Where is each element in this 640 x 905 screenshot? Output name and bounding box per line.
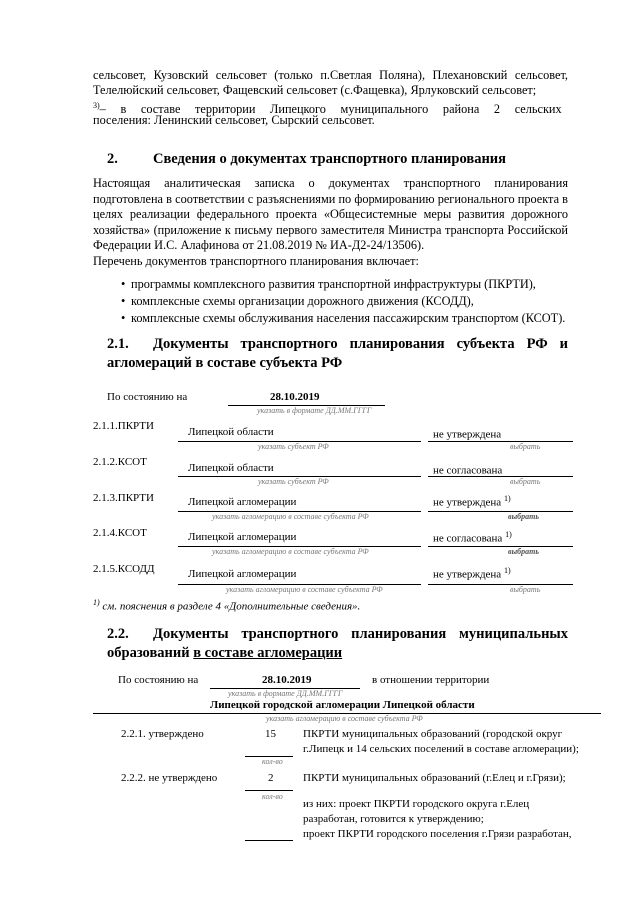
section-2-title: Сведения о документах транспортного планирования bbox=[153, 151, 506, 167]
status-line bbox=[428, 511, 573, 512]
qty-line bbox=[245, 840, 293, 841]
qty-line bbox=[245, 790, 293, 791]
bullet-item: • комплексные схемы обслуживания населения пассажирским транспортом (КСОТ). bbox=[131, 311, 565, 326]
para-line: хозяйства» (приложение к письму первого заместителя Министра транспорта Российской bbox=[93, 222, 568, 237]
row-code: 2.1.2.КСОТ bbox=[93, 456, 147, 468]
qty-hint: кол-во bbox=[262, 792, 283, 801]
agglomeration-hint: указать агломерацию в составе субъекта РФ bbox=[266, 714, 423, 723]
status-mark: 1) bbox=[503, 494, 511, 503]
approved-text-2: г.Липецк и 14 сельских поселений в составе агломерации); bbox=[303, 743, 579, 755]
bullet-item: • комплексные схемы организации дорожного движения (КСОДД), bbox=[131, 294, 474, 309]
approved-count: 15 bbox=[265, 728, 276, 740]
row-subject: Липецкой агломерации bbox=[188, 531, 297, 543]
subject-hint: указать субъект РФ bbox=[258, 442, 329, 451]
section-22-title-line1: Документы транспортного планирования муниципальных bbox=[153, 626, 568, 642]
para-line: целях реализации федерального проекта «Общесистемные меры развития дорожного bbox=[93, 207, 568, 221]
subject-hint: указать агломерацию в составе субъекта РФ bbox=[212, 512, 369, 521]
row-subject: Липецкой агломерации bbox=[188, 568, 297, 580]
including-line: проект ПКРТИ городского поселения г.Грязи разработан, bbox=[303, 828, 572, 840]
section-22-number: 2.2. bbox=[107, 626, 129, 642]
notapproved-count: 2 bbox=[268, 772, 274, 784]
section-21-note bbox=[93, 598, 360, 613]
row-code: 2.1.3.ПКРТИ bbox=[93, 492, 154, 504]
row-status bbox=[433, 566, 511, 581]
as-of-date-22: 28.10.2019 bbox=[262, 674, 312, 686]
section-22-title-line2 bbox=[107, 645, 342, 662]
status-line bbox=[428, 476, 573, 477]
row-subject: Липецкой агломерации bbox=[188, 496, 297, 508]
title-plain: образований bbox=[107, 645, 194, 661]
subject-hint: указать агломерацию в составе субъекта РФ bbox=[212, 547, 369, 556]
para-line: Настоящая аналитическая записка о документах транспортного планирования bbox=[93, 176, 568, 190]
intro-line: сельсовет, Кузовский сельсовет (только п.Светлая Поляна), Плехановский сельсовет, bbox=[93, 68, 568, 82]
section-21-title-line1: Документы транспортного планирования субъекта РФ и bbox=[153, 336, 568, 352]
as-of-label-22: По состоянию на bbox=[118, 674, 199, 686]
status-hint: выбрать bbox=[508, 512, 539, 521]
status-line bbox=[428, 584, 573, 585]
row-status bbox=[433, 426, 501, 441]
status-mark: 1) bbox=[503, 566, 511, 575]
status-line bbox=[428, 441, 573, 442]
date-hint: указать в формате ДД.ММ.ГГГГ bbox=[257, 406, 372, 415]
including-line: из них: проект ПКРТИ городского округа г.Елец bbox=[303, 798, 530, 810]
footnote-3-line2: поселения: Ленинский сельсовет, Сырский сельсовет. bbox=[93, 113, 375, 127]
notapproved-text: ПКРТИ муниципальных образований (г.Елец и г.Грязи); bbox=[303, 772, 566, 784]
row-code: 2.1.1.ПКРТИ bbox=[93, 420, 154, 432]
list-intro: Перечень документов транспортного планирования включает: bbox=[93, 253, 419, 268]
row-subject: Липецкой области bbox=[188, 426, 274, 438]
status-text: не согласована bbox=[433, 532, 503, 545]
status-mark: 1) bbox=[505, 530, 512, 539]
intro-line: Телелюйский сельсовет, Фащевский сельсовет (с.Фащевка), Ярлуковский сельсовет; bbox=[93, 83, 537, 97]
footnote-3-line1: – в составе территории Липецкого муниципального района 2 сельских bbox=[99, 102, 562, 117]
title-underlined: в составе агломерации bbox=[193, 645, 343, 661]
row-status bbox=[433, 530, 512, 545]
note-mark: 1) bbox=[93, 598, 100, 607]
qty-hint: кол-во bbox=[262, 757, 283, 766]
agglomeration-name: Липецкой городской агломерации Липецкой области bbox=[210, 699, 475, 711]
section-21-number: 2.1. bbox=[107, 336, 129, 352]
notapproved-label: 2.2.2. не утверждено bbox=[121, 772, 218, 784]
bullet-item: • программы комплексного развития транспортной инфраструктуры (ПКРТИ), bbox=[131, 277, 536, 292]
row-status bbox=[433, 462, 502, 477]
status-line bbox=[428, 546, 573, 547]
as-of-date: 28.10.2019 bbox=[270, 391, 320, 403]
status-text: не утверждена bbox=[433, 496, 502, 509]
section-2-number: 2. bbox=[107, 151, 118, 167]
including-line: разработан, готовится к утверждению; bbox=[303, 813, 484, 825]
section-21-title-line2: агломераций в составе субъекта РФ bbox=[107, 355, 343, 371]
status-text: не утверждена bbox=[433, 568, 502, 581]
status-hint: выбрать bbox=[510, 585, 541, 594]
para-line: подготовлена в соответствии с разъяснениями по формированию регионального проекта в bbox=[93, 191, 568, 206]
territory-label: в отношении территории bbox=[372, 674, 490, 686]
row-status bbox=[433, 494, 511, 509]
row-subject: Липецкой области bbox=[188, 462, 274, 474]
status-text: не согласована bbox=[433, 464, 503, 477]
approved-label: 2.2.1. утверждено bbox=[121, 728, 204, 740]
row-code: 2.1.4.КСОТ bbox=[93, 527, 147, 539]
subject-hint: указать агломерацию в составе субъекта РФ bbox=[226, 585, 383, 594]
status-hint: выбрать bbox=[508, 547, 539, 556]
subject-hint: указать субъект РФ bbox=[258, 477, 329, 486]
as-of-label: По состоянию на bbox=[107, 391, 188, 403]
status-hint: выбрать bbox=[510, 477, 541, 486]
date-hint-22: указать в формате ДД.ММ.ГГГГ bbox=[228, 689, 343, 698]
para-line: Федерации И.С. Алафинова от 21.08.2019 № ИА-Д2-24/13506). bbox=[93, 238, 425, 252]
section-2-paragraph bbox=[93, 176, 568, 269]
status-text: не утверждена bbox=[433, 428, 502, 441]
note-text: см. пояснения в разделе 4 «Дополнительные сведения». bbox=[102, 600, 361, 613]
status-hint: выбрать bbox=[510, 442, 541, 451]
row-code: 2.1.5.КСОДД bbox=[93, 563, 155, 575]
footnote-3-mark: 3) bbox=[93, 101, 100, 110]
approved-text-1: ПКРТИ муниципальных образований (городской округ bbox=[303, 728, 563, 740]
